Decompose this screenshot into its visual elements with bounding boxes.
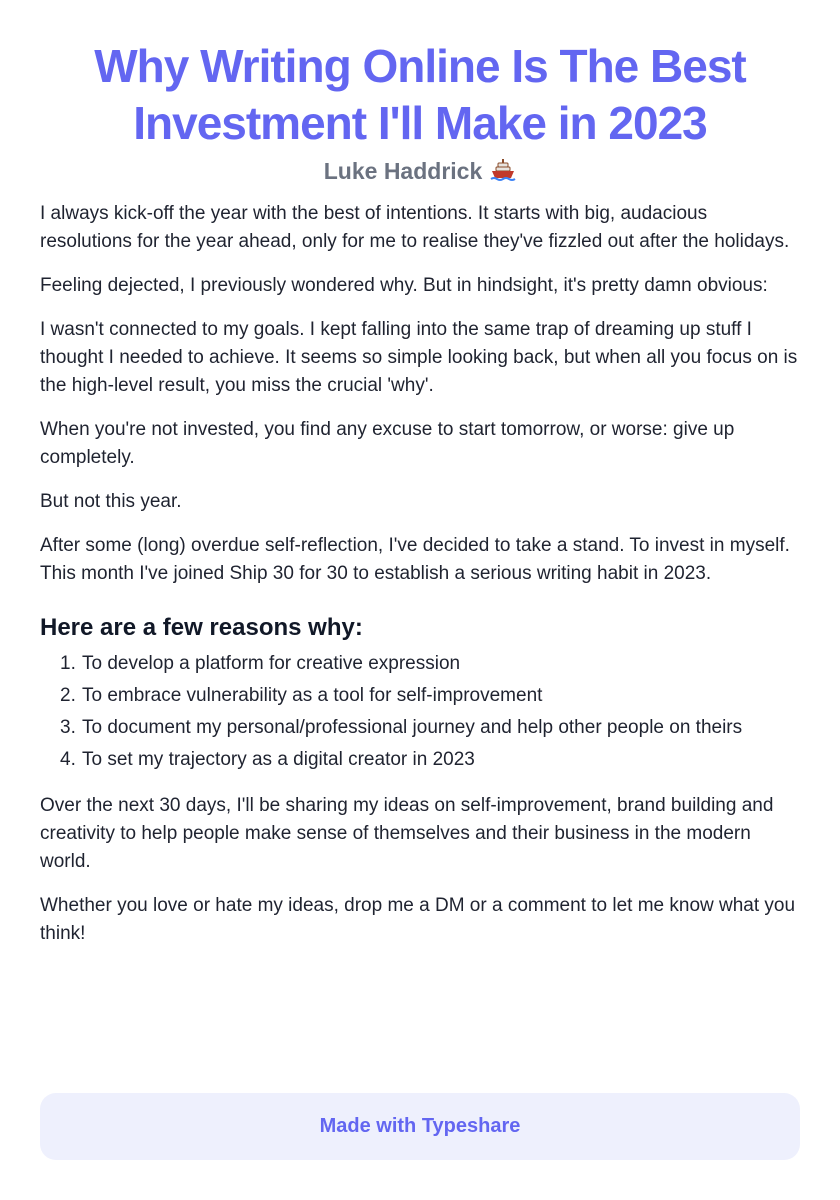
list-item-number: 2. bbox=[60, 685, 76, 706]
list-item bbox=[60, 746, 800, 774]
paragraph: I always kick-off the year with the best of intentions. It starts with big, audacious resolutions for the year ahead, only for me to realise they've fizzled out after the holidays. bbox=[40, 203, 790, 252]
author-name: Luke Haddrick bbox=[323, 158, 483, 184]
made-with-typeshare-link[interactable]: Made with Typeshare bbox=[40, 1093, 800, 1160]
list-item-text: To develop a platform for creative expression bbox=[82, 653, 461, 674]
reasons-heading: Here are a few reasons why: bbox=[40, 614, 363, 641]
paragraph: I wasn't connected to my goals. I kept falling into the same trap of dreaming up stuff I thought I needed to achieve. It seems so simple looking back, but when all you focus on is the high-level result, you miss the crucial 'why'. bbox=[40, 319, 798, 396]
paragraph: When you're not invested, you find any excuse to start tomorrow, or worse: give up completely. bbox=[40, 419, 735, 468]
post-title: Why Writing Online Is The Best Investment I'll Make in 2023 bbox=[94, 40, 746, 149]
list-item bbox=[60, 650, 800, 678]
list-item-text: To set my trajectory as a digital creator in 2023 bbox=[82, 749, 475, 770]
list-item bbox=[60, 714, 800, 742]
list-item-number: 4. bbox=[60, 749, 76, 770]
post-body bbox=[40, 200, 800, 948]
paragraph: Over the next 30 days, I'll be sharing my ideas on self-improvement, brand building and creativity to help people make sense of themselves and their business in the modern world. bbox=[40, 795, 774, 872]
author-line bbox=[40, 156, 800, 186]
reasons-list bbox=[40, 650, 800, 774]
paragraph: Feeling dejected, I previously wondered why. But in hindsight, it's pretty damn obvious: bbox=[40, 275, 768, 296]
ship-icon bbox=[490, 158, 516, 189]
list-item-number: 1. bbox=[60, 653, 76, 674]
list-item-text: To document my personal/professional journey and help other people on theirs bbox=[82, 717, 743, 738]
paragraph: But not this year. bbox=[40, 491, 182, 512]
list-item-text: To embrace vulnerability as a tool for self-improvement bbox=[82, 685, 543, 706]
list-item bbox=[60, 682, 800, 710]
paragraph: After some (long) overdue self-reflection, I've decided to take a stand. To invest in myself. This month I've joined Ship 30 for 30 to establish a serious writing habit in 2023. bbox=[40, 535, 790, 584]
list-item-number: 3. bbox=[60, 717, 76, 738]
paragraph: Whether you love or hate my ideas, drop me a DM or a comment to let me know what you think! bbox=[40, 895, 796, 944]
